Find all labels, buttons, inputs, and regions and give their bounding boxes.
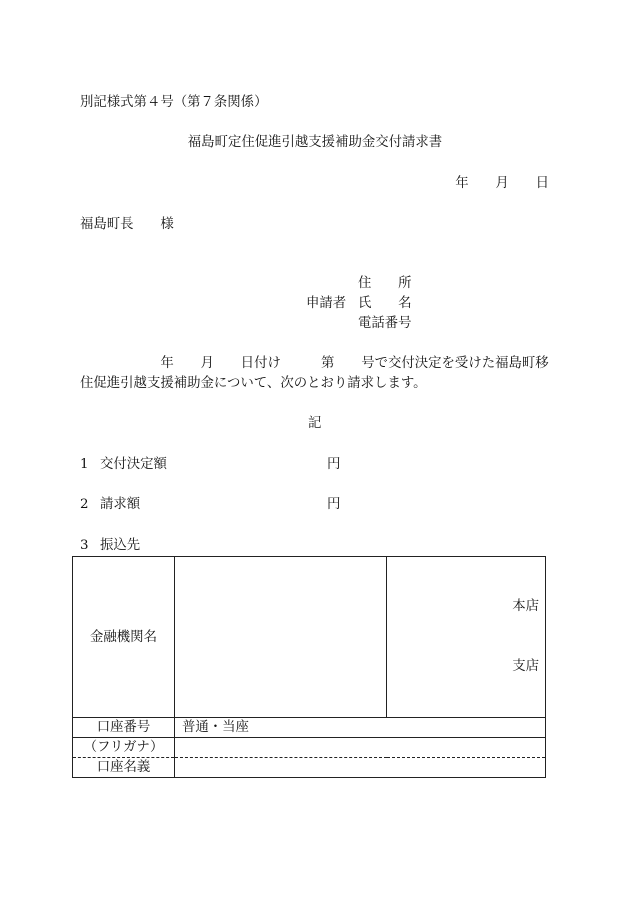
- head-office-label: 本店: [512, 599, 539, 614]
- item-number: 3: [80, 538, 89, 553]
- item-unit: 円: [327, 457, 341, 472]
- item-unit: 円: [327, 497, 341, 512]
- bank-transfer-table: [72, 556, 546, 778]
- date-line: 年 月 日: [455, 176, 549, 191]
- bank-name-label: 金融機関名: [73, 557, 175, 718]
- account-type-options: 普通・当座: [175, 718, 546, 738]
- account-holder-label: 口座名義: [73, 758, 175, 778]
- addressee: 福島町長 様: [80, 217, 174, 232]
- phone-label: 電話番号: [358, 316, 412, 331]
- document-title: 福島町定住促進引越支援補助金交付請求書: [187, 135, 443, 150]
- item-label: 交付決定額: [100, 457, 167, 472]
- item-label: 請求額: [100, 497, 141, 512]
- account-number-row: [73, 718, 546, 738]
- paragraph-line-1: 年 月 日付け 第 号で交付決定を受けた福島町移: [80, 356, 549, 371]
- account-holder-row: [73, 758, 546, 778]
- note-heading: 記: [308, 416, 322, 431]
- bank-name-field: [175, 557, 387, 718]
- furigana-field: [175, 738, 546, 758]
- item-label: 振込先: [100, 538, 141, 553]
- name-label: 氏 名: [358, 296, 412, 311]
- form-number: 別記様式第４号（第７条関係）: [80, 95, 268, 110]
- address-label: 住 所: [358, 276, 412, 291]
- branch-type-cell: [387, 557, 546, 718]
- item-number: 2: [80, 497, 89, 512]
- account-holder-field: [175, 758, 546, 778]
- paragraph-line-2: 住促進引越支援補助金について、次のとおり請求します。: [80, 376, 427, 391]
- furigana-label: （フリガナ）: [73, 738, 175, 758]
- account-number-label: 口座番号: [73, 718, 175, 738]
- item-number: 1: [80, 457, 89, 472]
- branch-label: 支店: [512, 659, 539, 674]
- furigana-row: [73, 738, 546, 758]
- applicant-role-label: 申請者: [306, 296, 347, 311]
- bank-name-row: [73, 557, 546, 718]
